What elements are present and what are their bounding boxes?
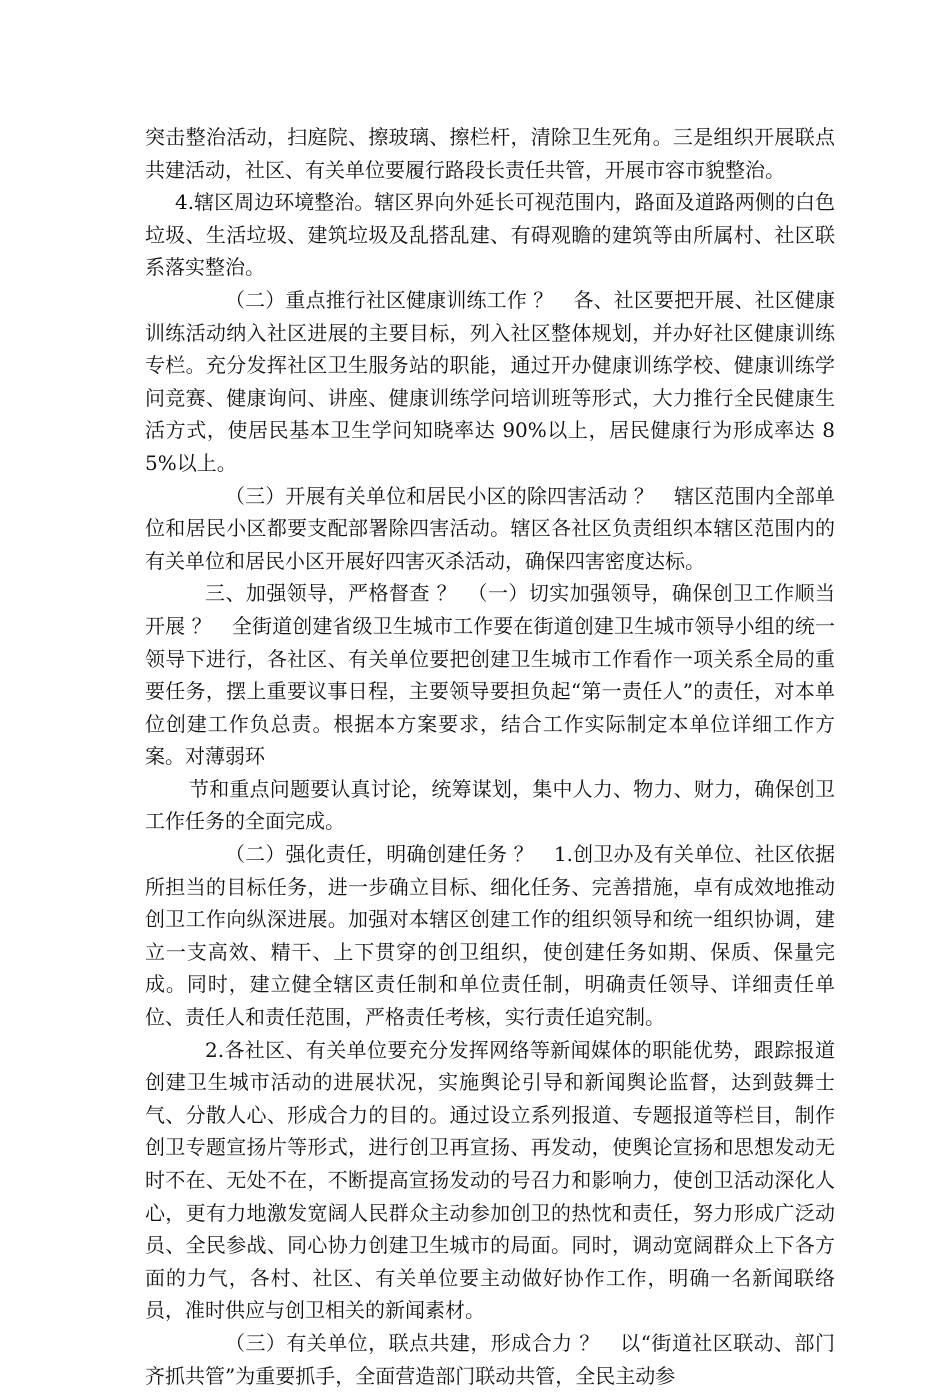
paragraph-leadership: 三、加强领导，严格督查 ？ （一）切实加强领导，确保创卫工作顺当开展 ？ 全街道创建省级卫生城市工作要在街道创建卫生城市领导小组的统一领导下进行，各社区、有关单位要把创建卫生城市工作看作一项关系全局的重要任务，摆上重要议事日程，主要领导要担负起“第一责任人”的责任，对本单位创建工作负总责。根据本方案要求，结合工作实际制定本单位详细工作方案。对薄弱环 [145,581,835,769]
paragraph-joint-construction: （三）有关单位，联点共建，形成合力 ？ 以“街道社区联动、部门齐抓共管”为重要抓手，全面营造部门联动共管，全民主动参 [145,1330,835,1388]
paragraph-health-training: （二）重点推行社区健康训练工作 ？ 各、社区要把开展、社区健康训练活动纳入社区进展的主要目标，列入社区整体规划，并办好社区健康训练专栏。充分发挥社区卫生服务站的职能，通过开办健康训练学校、健康训练学问竞赛、健康询问、讲座、健康训练学问培训班等形式，大力推行全民健康生活方式，使居民基本卫生学问知晓率达 90%以上，居民健康行为形成率达 85%以上。 [145,287,835,475]
paragraph-media-publicity: 2.各社区、有关单位要充分发挥网络等新闻媒体的职能优势，跟踪报道创建卫生城市活动的进展状况，实施舆论引导和新闻舆论监督，达到鼓舞士气、分散人心、形成合力的目的。通过设立系列报道、专题报道等栏目，制作创卫专题宣扬片等形式，进行创卫再宣扬、再发动，使舆论宣扬和思想发动无时不在、无处不在，不断提高宣扬发动的号召力和影响力，使创卫活动深化人心，更有力地激发宽阔人民群众主动参加创卫的热忱和责任，努力形成广泛动员、全民参战、同心协力创建卫生城市的局面。同时，调动宽阔群众上下各方面的力气，各村、社区、有关单位要主动做好协作工作，明确一名新闻联络员，准时供应与创卫相关的新闻素材。 [145,1037,835,1323]
paragraph-responsibility: （二）强化责任，明确创建任务 ？ 1.创卫办及有关单位、社区依据所担当的目标任务，进一步确立目标、细化任务、完善措施，卓有成效地推动创卫工作向纵深进展。加强对本辖区创建工作的组织领导和统一组织协调，建立一支高效、精干、上下贯穿的创卫组织，使创建任务如期、保质、保量完成。同时，建立健全辖区责任制和单位责任制，明确责任领导、详细责任单位、责任人和责任范围，严格责任考核，实行责任追究制。 [145,842,835,1030]
paragraph-continuation: 突击整治活动，扫庭院、擦玻璃、擦栏杆，清除卫生死角。三是组织开展联点共建活动，社区、有关单位要履行路段长责任共管，开展市容市貌整治。 [145,125,835,182]
paragraph-pest-control: （三）开展有关单位和居民小区的除四害活动 ？ 辖区范围内全部单位和居民小区都要支配部署除四害活动。辖区各社区负责组织本辖区范围内的有关单位和居民小区开展好四害灭杀活动，确保四害密度达标。 [145,483,835,573]
document-body [145,121,835,1392]
paragraph-surroundings-cleanup: 4.辖区周边环境整治。辖区界向外延长可视范围内，路面及道路两侧的白色垃圾、生活垃圾、建筑垃圾及乱搭乱建、有碍观瞻的建筑等由所属村、社区联系落实整治。 [145,190,835,280]
paragraph-leadership-continued: 节和重点问题要认真讨论，统筹谋划，集中人力、物力、财力，确保创卫工作任务的全面完成。 [145,776,835,834]
